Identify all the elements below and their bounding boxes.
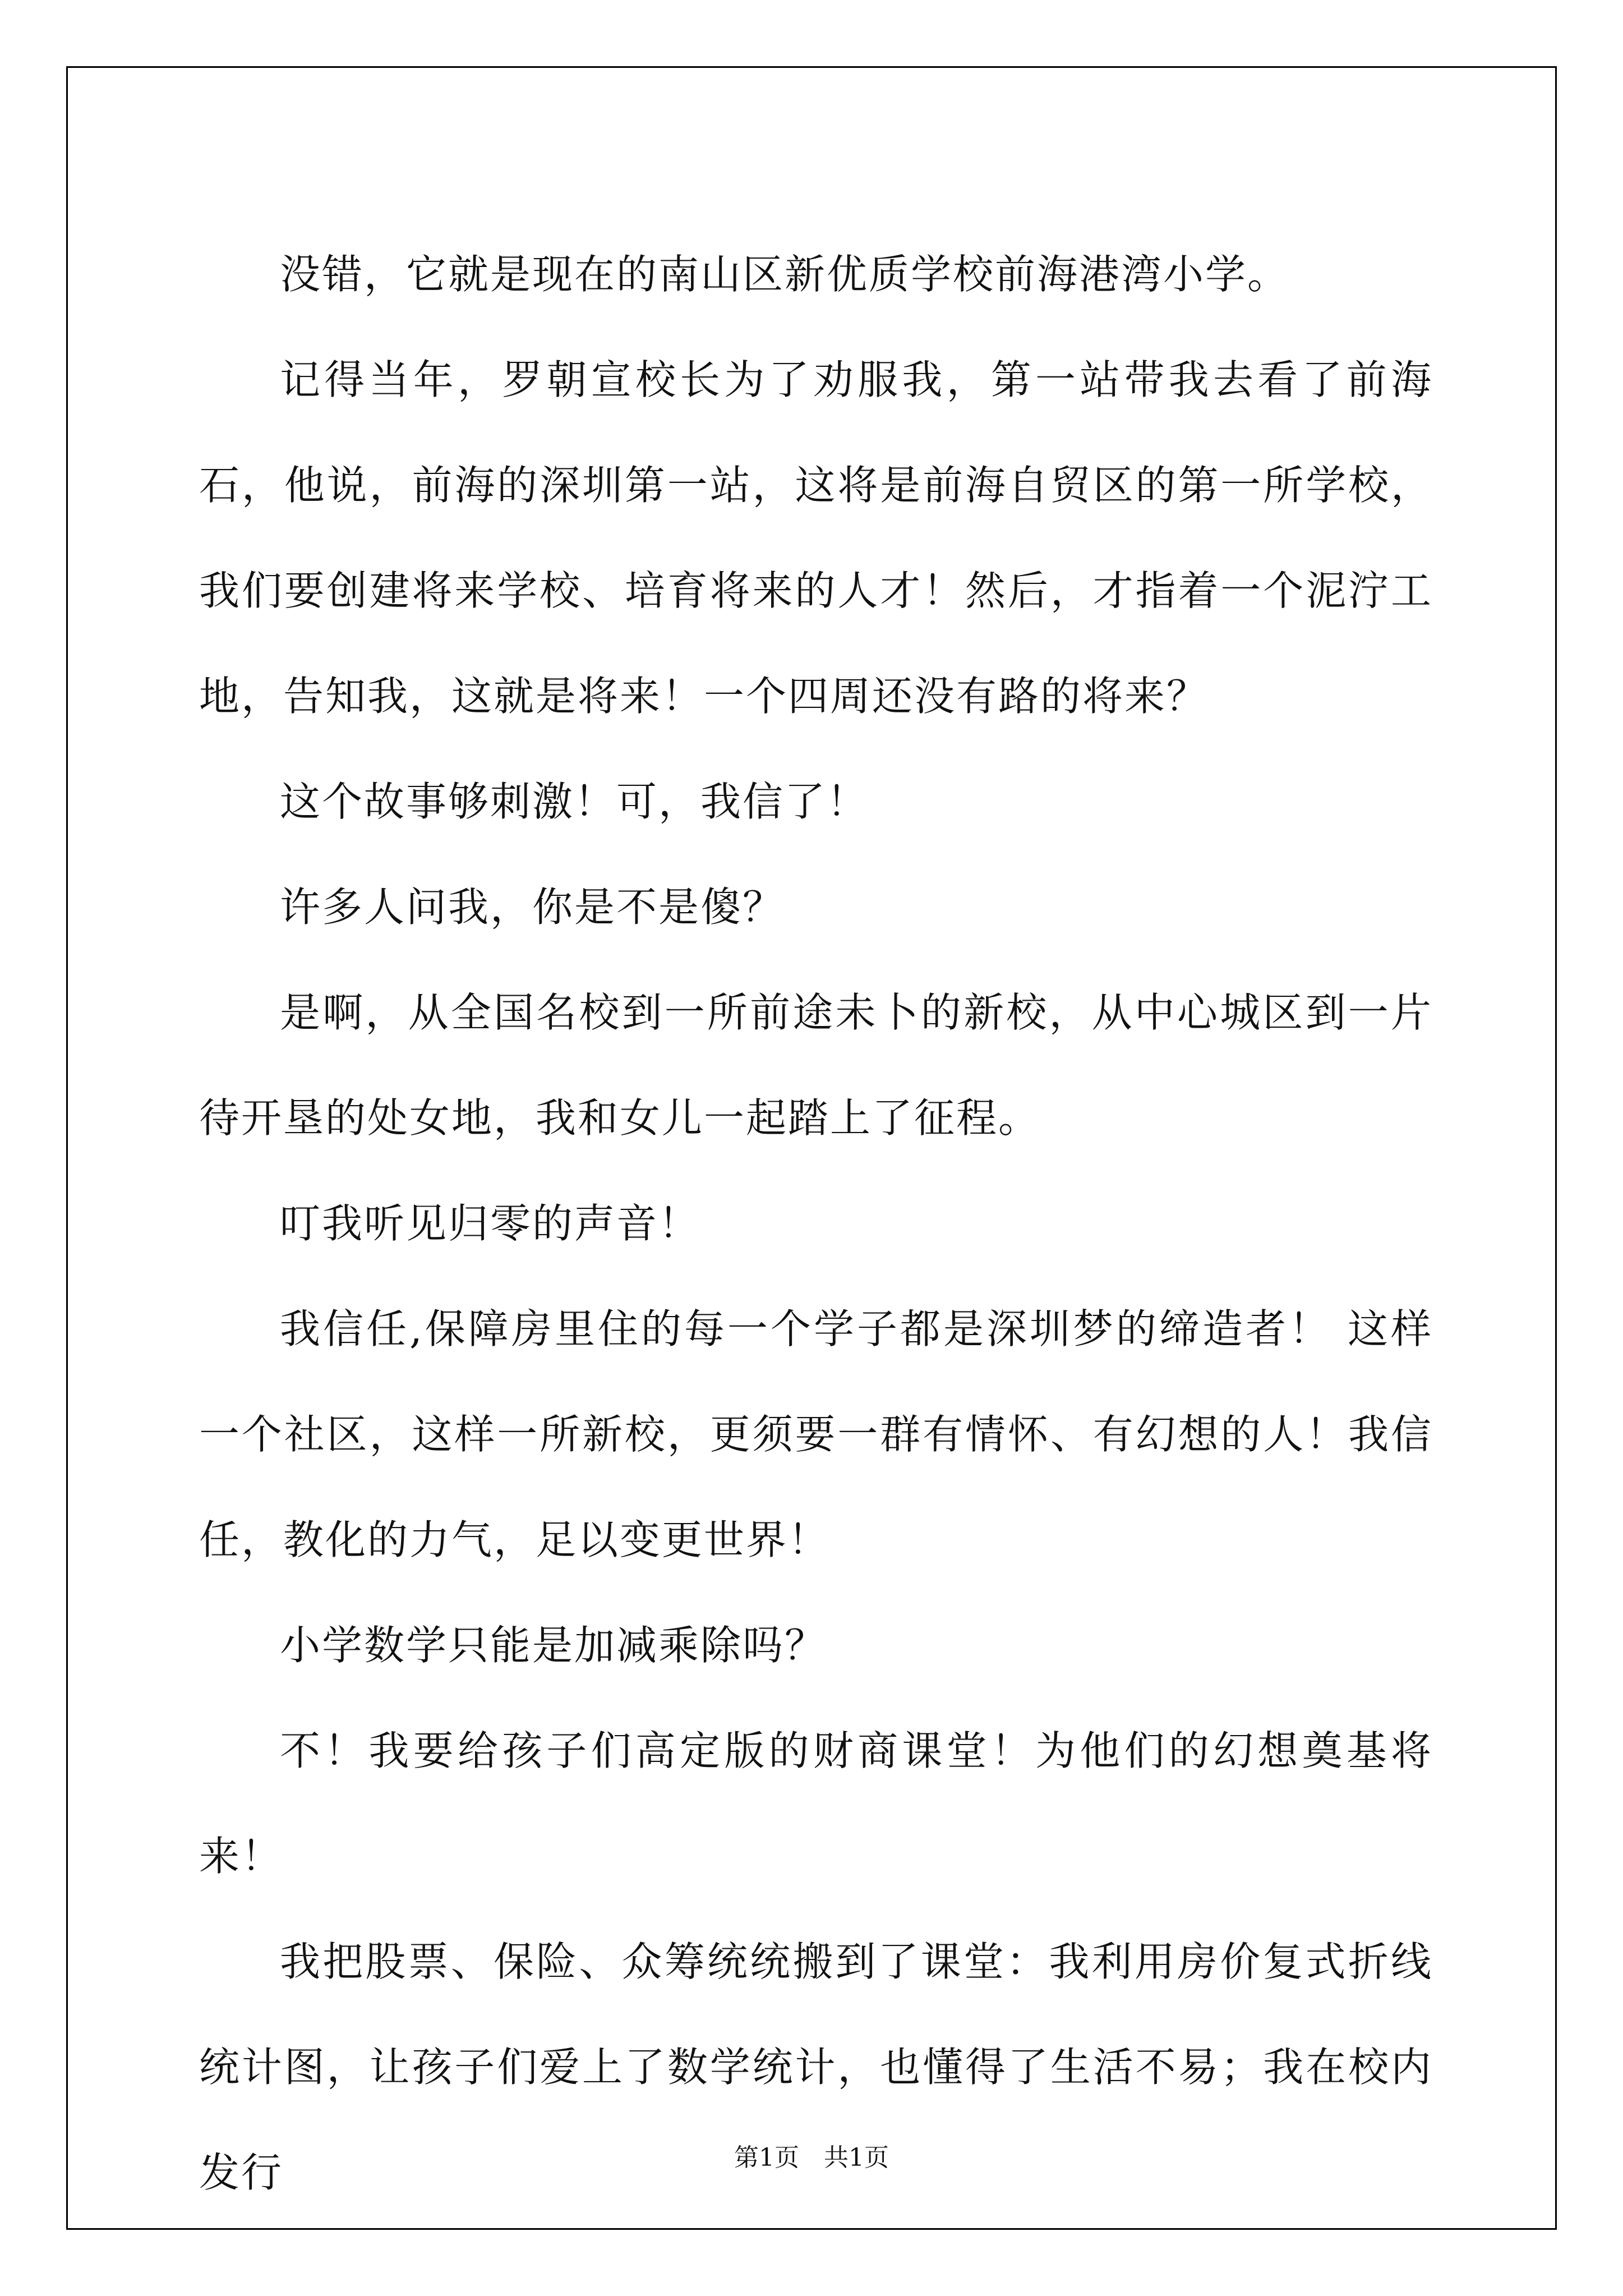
paragraph-2: 记得当年，罗朝宣校长为了劝服我，第一站带我去看了前海石，他说，前海的深圳第一站，这将是前海自贸区的第一所学校，我们要创建将来学校、培育将来的人才！然后，才指着一个泥泞工地，告知我，这就是将来！一个四周还没有路的将来？	[199, 356, 1433, 720]
paragraph-6: 叮我听见归零的声音！	[280, 1200, 701, 1247]
paragraph-3: 这个故事够刺激！可，我信了！	[280, 778, 869, 825]
paragraph-1: 没错，它就是现在的南山区新优质学校前海港湾小学。	[280, 251, 1290, 298]
paragraph-4: 许多人问我，你是不是傻？	[280, 884, 785, 931]
page-number-footer: 第1页 共1页	[734, 2143, 889, 2172]
paragraph-7: 我信任,保障房里住的每一个学子都是深圳梦的缔造者！ 这样一个社区，这样一所新校，更须要一群有情怀、有幻想的人！我信任，教化的力气，足以变更世界！	[199, 1305, 1433, 1563]
paragraph-8: 小学数学只能是加减乘除吗？	[280, 1622, 827, 1669]
paragraph-10: 我把股票、保险、众筹统统搬到了课堂：我利用房价复式折线统计图，让孩子们爱上了数学统计，也懂得了生活不易；我在校内发行	[199, 1938, 1433, 2196]
document-body	[199, 222, 1433, 2225]
paragraph-5: 是啊，从全国名校到一所前途未卜的新校，从中心城区到一片待开垦的处女地，我和女儿一起踏上了征程。	[199, 989, 1433, 1142]
paragraph-9: 不！我要给孩子们高定版的财商课堂！为他们的幻想奠基将来！	[199, 1727, 1433, 1880]
